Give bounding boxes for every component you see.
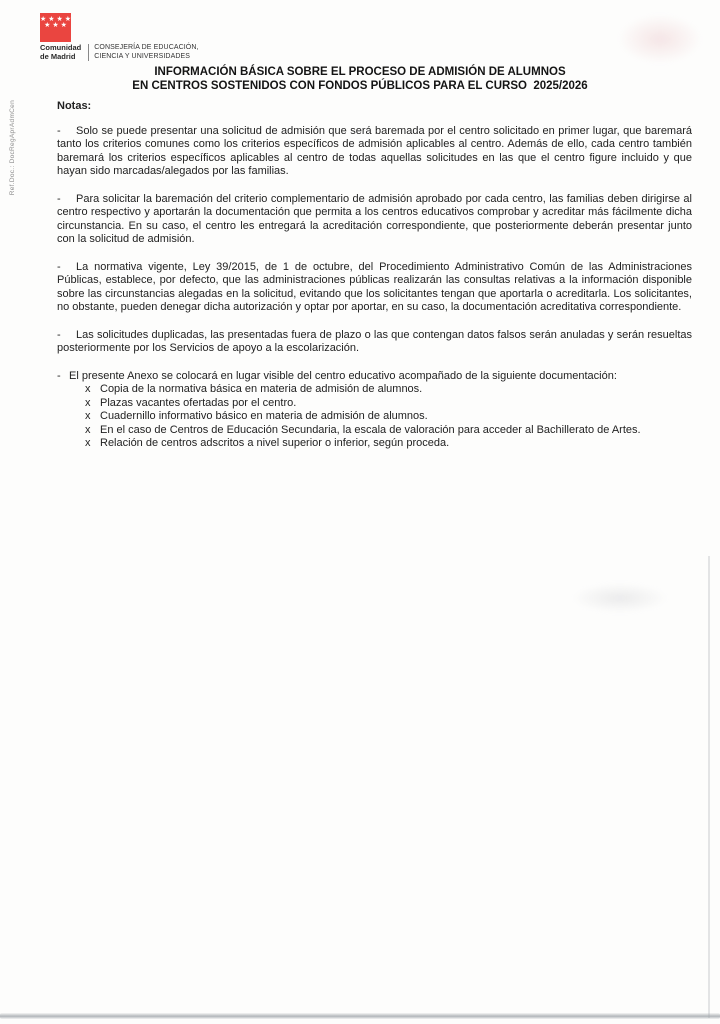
dash-bullet: - [57, 260, 61, 273]
dash-bullet: - [57, 328, 61, 341]
document-title [0, 66, 720, 93]
reference-doc-code: Ref.Doc.: DocRegAprAdmCen [9, 100, 16, 196]
org-name-line-1: Comunidad [40, 43, 82, 52]
list-item-text: Relación de centros adscritos a nivel superior o inferior, según proceda. [100, 437, 450, 449]
paragraph-text: Solo se puede presentar una solicitud de admisión que será baremada por el centro solicitado en primer lugar, que baremará tanto los criterios comunes como los criterios específicos de admisión aplicables al centro. Además de ello, cada centro también baremará los criterios específicos aplicables al centro de todas aquellas solicitudes en las que el centro figure incluido y que hayan sido marcadas/alegados por las familias. [57, 124, 692, 177]
paragraph-text: La normativa vigente, Ley 39/2015, de 1 de octubre, del Procedimiento Administrativo Común de las Administraciones Públicas, establece, por defecto, que las administraciones públicas realizarán las consultas relativas a la información disponible sobre las circunstancias alegadas en la solicitud, evitando que los solicitantes tengan que aportarla o acreditarla. Los solicitantes, no obstante, pueden denegar dicha autorización y optar por aportar, en su caso, la documentación acreditativa correspondiente. [57, 260, 692, 313]
note-paragraph [57, 125, 692, 179]
flag-stars-row-1: ★ ★ ★ ★ [40, 16, 71, 23]
department-line-2: CIENCIA Y UNIVERSIDADES [94, 52, 191, 60]
x-bullet: x [85, 396, 91, 409]
x-bullet: x [85, 383, 91, 395]
document-header [40, 13, 199, 61]
flag-stars-row-2: ★ ★ ★ [44, 22, 67, 29]
list-item [85, 424, 692, 438]
list-item [85, 397, 692, 411]
org-name-line-2: de Madrid [40, 51, 76, 61]
list-item [85, 383, 692, 397]
title-line-2: EN CENTROS SOSTENIDOS CON FONDOS PÚBLICOS PARA EL CURSO 2025/2026 [132, 79, 588, 92]
madrid-flag-icon [40, 13, 71, 42]
list-item [85, 437, 692, 451]
dash-bullet: - [57, 369, 61, 382]
dash-bullet: - [57, 124, 61, 137]
list-item-text: En el caso de Centros de Educación Secundaria, la escala de valoración para acceder al Bachillerato de Artes. [100, 423, 641, 436]
logo-divider [88, 44, 89, 61]
department-line-1: CONSEJERÍA DE EDUCACIÓN, [94, 44, 199, 51]
x-bullet: x [85, 437, 91, 449]
note-paragraph [57, 261, 692, 315]
scan-edge-right [708, 556, 710, 1018]
intro-text: El presente Anexo se colocará en lugar visible del centro educativo acompañado de la siguiente documentación: [69, 369, 617, 382]
dash-bullet: - [57, 192, 61, 205]
department-name [94, 44, 198, 61]
documentation-list-intro [57, 370, 692, 384]
note-paragraph [57, 329, 692, 356]
x-bullet: x [85, 410, 91, 422]
list-item-text: Copia de la normativa básica en materia de admisión de alumnos. [100, 383, 423, 395]
comunidad-de-madrid-logo [40, 13, 81, 61]
scan-artifact-top-right [618, 14, 702, 64]
document-body [57, 100, 692, 451]
paragraph-text: Para solicitar la baremación del criterio complementario de admisión aprobado por cada centro, las familias deben dirigirse al centro respectivo y aportarán la documentación que permita a los centros educativos comprobar y acreditar más fácilmente dicha circunstancia. En su caso, el centro les entregará la acreditación correspondiente, que posteriormente deberán presentar junto con la solicitud de admisión. [57, 192, 692, 245]
scan-artifact-mid-right [572, 583, 668, 613]
notes-heading: Notas: [57, 100, 92, 112]
list-item-text: Plazas vacantes ofertadas por el centro. [100, 396, 297, 409]
x-bullet: x [85, 423, 91, 436]
note-paragraph [57, 193, 692, 247]
title-line-1: INFORMACIÓN BÁSICA SOBRE EL PROCESO DE ADMISIÓN DE ALUMNOS [154, 66, 566, 78]
org-name [40, 44, 81, 61]
list-item-text: Cuadernillo informativo básico en materia de admisión de alumnos. [100, 410, 428, 422]
documentation-list [85, 383, 692, 451]
list-item [85, 410, 692, 424]
scan-edge-bottom [0, 1013, 720, 1019]
paragraph-text: Las solicitudes duplicadas, las presentadas fuera de plazo o las que contengan datos falsos serán anuladas y serán resueltas posteriormente por los Servicios de apoyo a la escolarización. [57, 328, 692, 354]
